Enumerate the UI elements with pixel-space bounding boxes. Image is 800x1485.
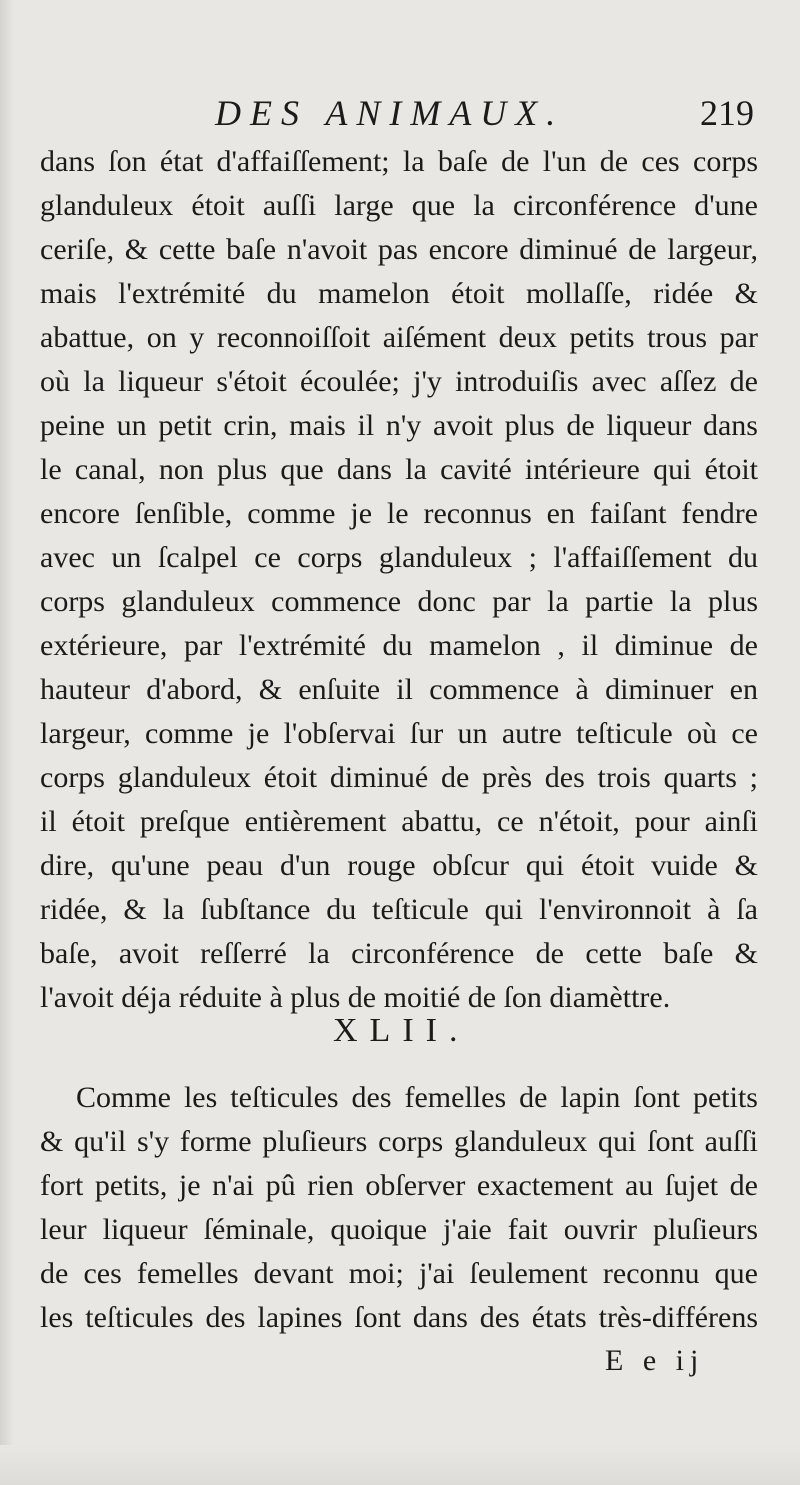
text-line: les teſticules des lapines ſont dans des états très-différens [40, 1301, 758, 1334]
text-line: dans ſon état d'affaiſſement; la baſe de l'un de ces corps [40, 145, 758, 178]
text-line: corps glanduleux étoit diminué de près des trois quarts ; [40, 761, 758, 794]
text-line: abattue, on y reconnoiſſoit aiſément deux petits trous par [40, 321, 758, 354]
text-line: mais l'extrémité du mamelon étoit mollaſſe, ridée & [40, 277, 758, 310]
text-line: extérieure, par l'extrémité du mamelon , il diminue de [40, 629, 758, 662]
text-line: ridée, & la ſubſtance du teſticule qui l'environnoit à ſa [40, 893, 758, 926]
text-line: encore ſenſible, comme je le reconnus en faiſant fendre [40, 497, 758, 530]
text-line: dire, qu'une peau d'un rouge obſcur qui étoit vuide & [40, 849, 758, 882]
catchword: E e ij [605, 1344, 705, 1377]
text-line: peine un petit crin, mais il n'y avoit plus de liqueur dans [40, 409, 758, 442]
text-line: où la liqueur s'étoit écoulée; j'y introduiſis avec aſſez de [40, 365, 758, 398]
text-line: largeur, comme je l'obſervai ſur un autre teſticule où ce [40, 717, 758, 750]
running-title: DES ANIMAUX. [215, 93, 565, 133]
text-line: fort petits, je n'ai pû rien obſerver exactement au ſujet de [40, 1169, 758, 1202]
text-line: hauteur d'abord, & enſuite il commence à diminuer en [40, 673, 758, 706]
text-line: avec un ſcalpel ce corps glanduleux ; l'affaiſſement du [40, 541, 758, 574]
text-line: il étoit preſque entièrement abattu, ce n'étoit, pour ainſi [40, 805, 758, 838]
page-number: 219 [700, 93, 754, 133]
text-line: glanduleux étoit auſſi large que la circonférence d'une [40, 189, 758, 222]
text-line: corps glanduleux commence donc par la partie la plus [40, 585, 758, 618]
text-line: & qu'il s'y forme pluſieurs corps glanduleux qui ſont auſſi [40, 1125, 758, 1158]
page-bottom-shade [0, 1445, 800, 1485]
text-line: le canal, non plus que dans la cavité intérieure qui étoit [40, 453, 758, 486]
text-line: Comme les teſticules des femelles de lapin ſont petits [76, 1081, 758, 1114]
text-line: l'avoit déja réduite à plus de moitié de ſon diamèttre. [40, 981, 671, 1014]
section-heading: XLII. [333, 1012, 470, 1049]
text-line: ceriſe, & cette baſe n'avoit pas encore diminué de largeur, [40, 233, 758, 266]
page-edge [0, 0, 14, 1485]
text-line: leur liqueur ſéminale, quoique j'aie fait ouvrir pluſieurs [40, 1213, 758, 1246]
text-line: de ces femelles devant moi; j'ai ſeulement reconnu que [40, 1257, 758, 1290]
text-line: baſe, avoit reſſerré la circonférence de cette baſe & [40, 937, 758, 970]
